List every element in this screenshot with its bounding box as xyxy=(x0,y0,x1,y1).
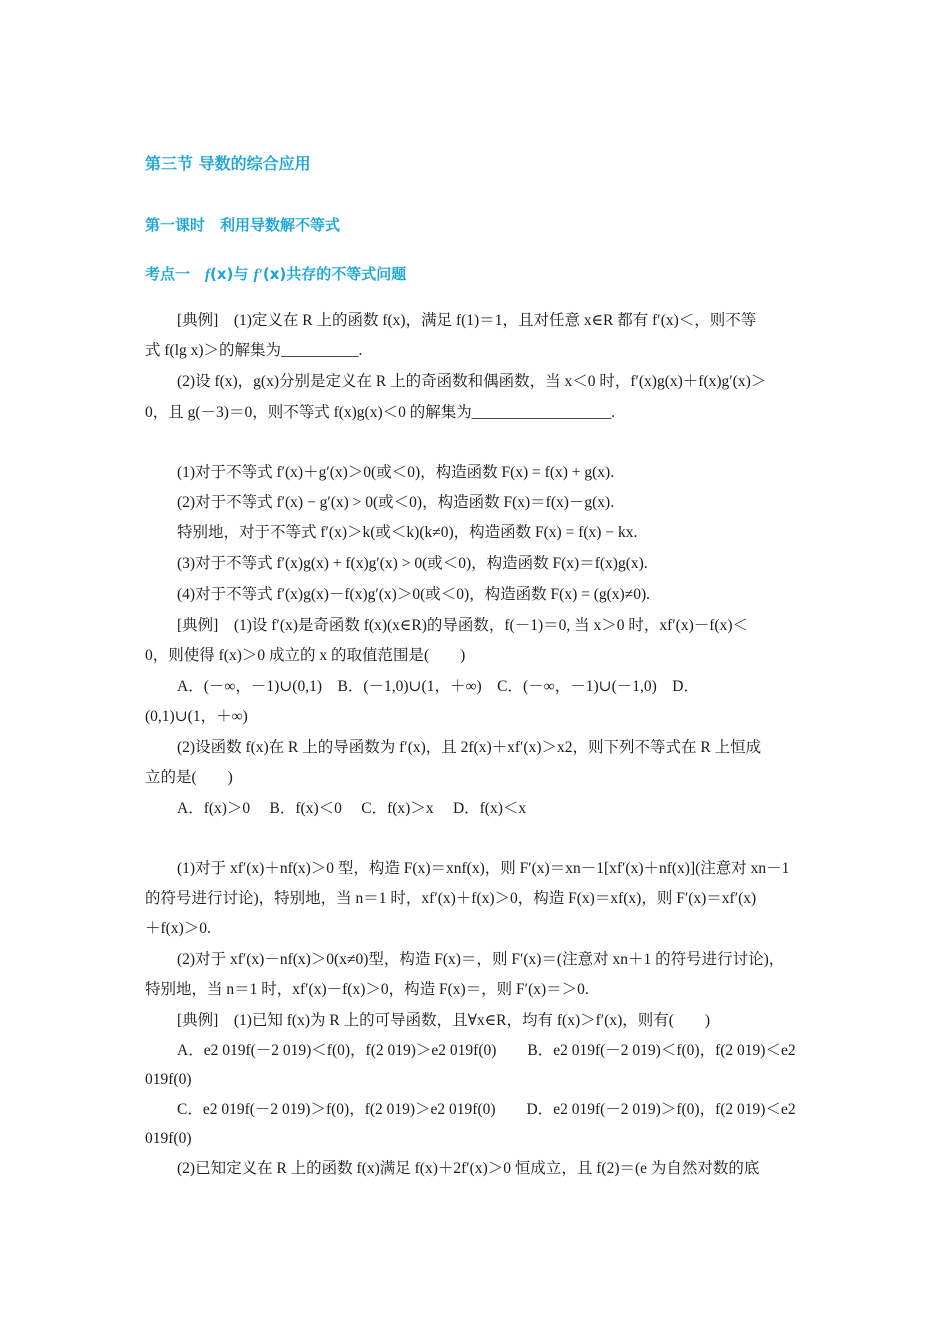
example-2-q2-line-2: 立的是( ) xyxy=(145,769,233,786)
method-2-rule-2-line-2: 特别地，当 n＝1 时，xf′(x)－f(x)＞0，构造 F(x)＝，则 F′(x)＝＞0. xyxy=(145,981,589,998)
topic-title: 考点一 f(x)与 f′(x)共存的不等式问题 xyxy=(145,265,407,283)
method-2-rule-1-line-3: ＋f(x)＞0. xyxy=(145,920,211,937)
example-1-q1-line-2: 式 f(lg x)＞的解集为__________. xyxy=(145,342,363,359)
example-2-q1-options-1: A．(－∞，－1)∪(0,1) B．(－1,0)∪(1，＋∞) C．(－∞，－1)∪(－1,0) D． xyxy=(177,678,699,695)
example-3-q1-options-cd-wrap: 019f(0) xyxy=(145,1130,192,1147)
example-3-q1-options-cd: C．e2 019f(－2 019)＞f(0)，f(2 019)＞e2 019f(0) D．e2 019f(－2 019)＞f(0)，f(2 019)＜e2 xyxy=(177,1101,796,1118)
method-1-rule-3: (3)对于不等式 f′(x)g(x) + f(x)g′(x) > 0(或＜0)，构造函数 F(x)＝f(x)g(x). xyxy=(177,555,648,572)
lesson-title: 第一课时 利用导数解不等式 xyxy=(145,216,341,234)
method-1-special-case: 特别地，对于不等式 f′(x)＞k(或＜k)(k≠0)，构造函数 F(x) = f(x) − kx. xyxy=(177,524,638,541)
example-1-q1-line-1: [典例] (1)定义在 R 上的函数 f(x)，满足 f(1)＝1，且对任意 x∈R 都有 f′(x)＜，则不等 xyxy=(177,312,757,329)
method-2-rule-1-line-2: 的符号进行讨论)，特别地，当 n＝1 时，xf′(x)＋f(x)＞0，构造 F(x)＝xf(x)，则 F′(x)＝xf′(x) xyxy=(145,890,757,907)
method-1-rule-4: (4)对于不等式 f′(x)g(x)－f(x)g′(x)＞0(或＜0)，构造函数 F(x) = (g(x)≠0). xyxy=(177,586,651,603)
example-1-q2-line-2: 0，且 g(－3)＝0，则不等式 f(x)g(x)＜0 的解集为__________________. xyxy=(145,404,616,421)
example-3-q1-options-ab-wrap: 019f(0) xyxy=(145,1071,192,1088)
example-2-q2-options: A．f(x)＞0 B．f(x)＜0 C．f(x)＞x D．f(x)＜x xyxy=(177,800,527,817)
section-title: 第三节 导数的综合应用 xyxy=(145,154,311,173)
example-3-q2-line: (2)已知定义在 R 上的函数 f(x)满足 f(x)＋2f′(x)＞0 恒成立，且 f(2)＝(e 为自然对数的底 xyxy=(177,1160,760,1177)
method-2-rule-1-line-1: (1)对于 xf′(x)＋nf(x)＞0 型，构造 F(x)＝xnf(x)，则 F′(x)＝xn－1[xf′(x)＋nf(x)](注意对 xn－1 xyxy=(177,860,790,877)
method-1-rule-1: (1)对于不等式 f′(x)＋g′(x)＞0(或＜0)，构造函数 F(x) = f(x) + g(x). xyxy=(177,464,615,481)
example-2-q2-line-1: (2)设函数 f(x)在 R 上的导函数为 f′(x)，且 2f(x)＋xf′(x)＞x2，则下列不等式在 R 上恒成 xyxy=(177,739,762,756)
example-2-q1-options-2: (0,1)∪(1，＋∞) xyxy=(145,708,248,725)
example-3-q1-options-ab: A．e2 019f(－2 019)＜f(0)，f(2 019)＞e2 019f(0) B．e2 019f(－2 019)＜f(0)，f(2 019)＜e2 xyxy=(177,1042,796,1059)
example-2-q1-line-1: [典例] (1)设 f′(x)是奇函数 f(x)(x∈R)的导函数，f(－1)＝0, 当 x＞0 时，xf′(x)－f(x)＜ xyxy=(177,617,748,634)
example-1-q2-line-1: (2)设 f(x)，g(x)分别是定义在 R 上的奇函数和偶函数，当 x＜0 时，f′(x)g(x)＋f(x)g′(x)＞ xyxy=(177,373,767,390)
example-3-q1-line: [典例] (1)已知 f(x)为 R 上的可导函数，且∀x∈R，均有 f(x)＞f′(x)，则有( ) xyxy=(177,1012,711,1029)
method-1-rule-2: (2)对于不等式 f′(x) − g′(x) > 0(或＜0)，构造函数 F(x)＝f(x)－g(x). xyxy=(177,494,615,511)
method-2-rule-2-line-1: (2)对于 xf′(x)－nf(x)＞0(x≠0)型，构造 F(x)＝，则 F′(x)＝(注意对 xn＋1 的符号进行讨论)， xyxy=(177,951,785,968)
example-2-q1-line-2: 0，则使得 f(x)＞0 成立的 x 的取值范围是( ) xyxy=(145,647,466,664)
